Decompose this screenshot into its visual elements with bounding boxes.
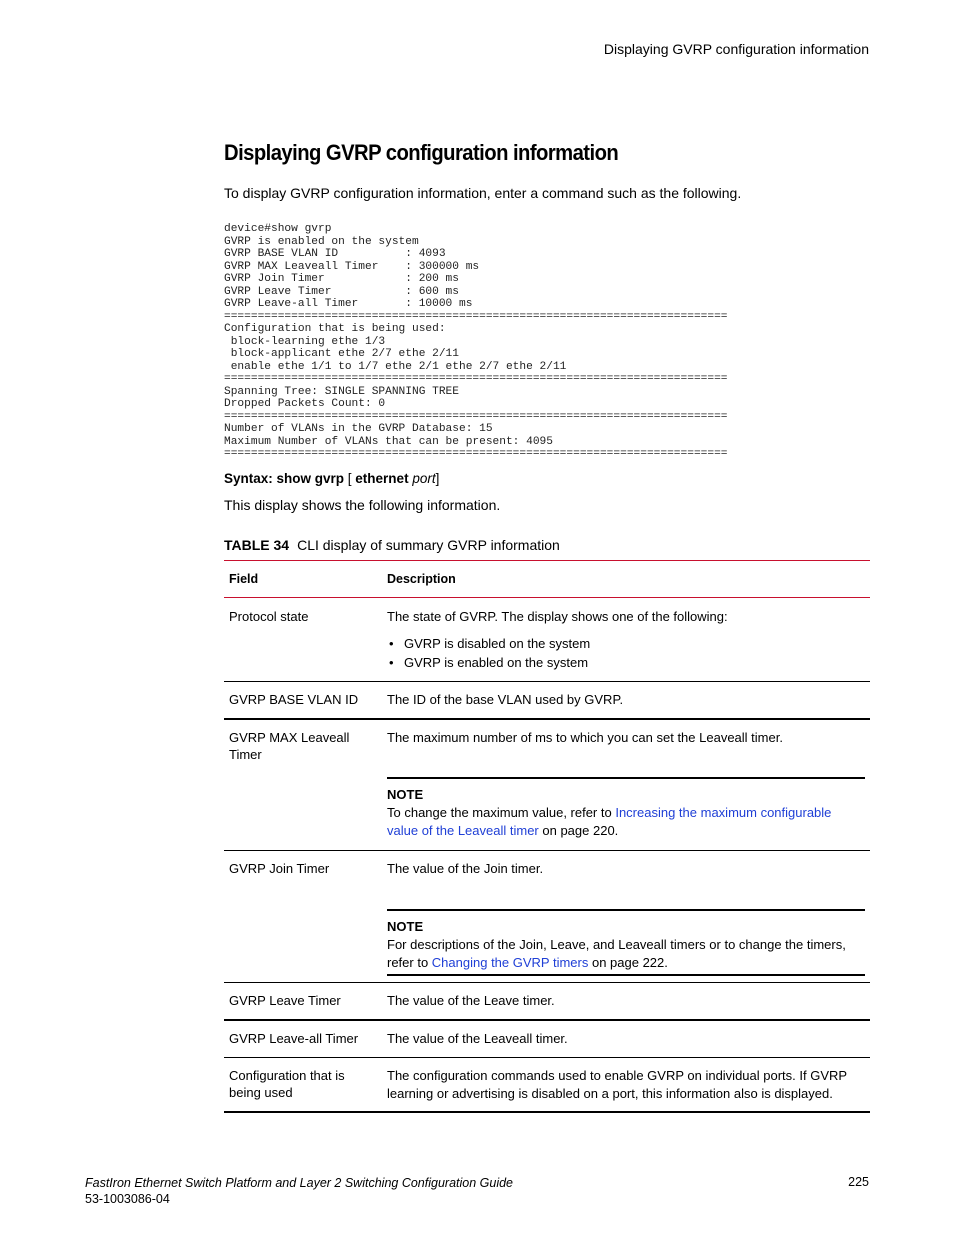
table-row (224, 983, 870, 1021)
description-cell: The value of the Join timer. (387, 861, 544, 876)
table-row (224, 598, 870, 682)
syntax-bracket-open: [ (344, 471, 356, 486)
description-text: The state of GVRP. The display shows one of the following: (387, 609, 728, 624)
table-row (224, 1021, 870, 1058)
description-cell (387, 608, 865, 672)
syntax-keyword: ethernet (355, 471, 409, 486)
syntax-line (224, 471, 439, 486)
note-text-pre: To change the maximum value, refer to (387, 805, 616, 820)
field-cell: Configuration that is being used (229, 1068, 345, 1100)
note-title: NOTE (387, 787, 424, 802)
table-row (224, 1058, 870, 1113)
footer-doc-number: 53-1003086-04 (85, 1192, 170, 1206)
field-cell: GVRP Leave Timer (229, 993, 341, 1008)
gvrp-info-table (224, 560, 870, 1113)
display-note: This display shows the following information. (224, 497, 501, 513)
note-text (387, 804, 865, 840)
syntax-bracket-close: ] (435, 471, 440, 486)
note-text-post: on page 222. (588, 955, 668, 970)
description-cell: The value of the Leave timer. (387, 993, 555, 1008)
footer-page-number: 225 (848, 1175, 869, 1189)
field-cell: Protocol state (229, 609, 309, 624)
description-cell: The configuration commands used to enable GVRP on individual ports. If GVRP learning or advertising is disabled on a port, this information also is displayed. (387, 1068, 847, 1101)
field-cell: GVRP Join Timer (229, 861, 330, 876)
note-link[interactable]: Changing the GVRP timers (431, 955, 589, 970)
bullet-item: • GVRP is disabled on the system (387, 635, 865, 653)
field-cell: GVRP MAX Leaveall Timer (229, 730, 350, 762)
note-text-pre: For descriptions of the Join, Leave, and Leaveall timers or to change the timers, refer to (387, 937, 846, 970)
syntax-param: port (412, 471, 436, 486)
table-row (224, 851, 870, 983)
running-header: Displaying GVRP configuration information (603, 41, 869, 57)
table-caption-text: CLI display of summary GVRP information (297, 537, 560, 553)
table-row (224, 682, 870, 720)
note-text-post: on page 220. (538, 823, 619, 838)
column-header-description: Description (387, 572, 456, 586)
column-header-field: Field (229, 572, 259, 586)
section-title: Displaying GVRP configuration information (224, 140, 619, 165)
bullet-item: • GVRP is enabled on the system (387, 654, 865, 672)
note-link[interactable]: Increasing the maximum configurable value of the Leaveall timer (387, 805, 832, 838)
table-row (224, 720, 870, 851)
note-box (387, 909, 865, 976)
note-text (387, 936, 865, 972)
syntax-command: Syntax: show gvrp (224, 471, 345, 486)
intro-paragraph: To display GVRP configuration information, enter a command such as the following. (224, 185, 742, 201)
table-header-row (224, 560, 870, 598)
cli-output-code-block: device#show gvrp GVRP is enabled on the system GVRP BASE VLAN ID : 4093 GVRP MAX Leaveall Timer : 300000 ms GVRP Join Timer : 200 ms GVRP Leave Timer : 600 ms GVRP Leave-all Timer : 10000 ms =========================================================================== Configuration that is being used: block-learning ethe 1/3 block-applicant ethe 2/7 ethe 2/11 enable ethe 1/1 to 1/7 ethe 2/1 ethe 2/7 ethe 2/11 =========================================================================== Spanning Tree: SINGLE SPANNING TREE Dropped Packets Count: 0 =========================================================================== Number of VLANs in the GVRP Database: 15 Maximum Number of VLANs that can be present: 4095 =========================================================================== (224, 223, 728, 460)
footer-doc-title: FastIron Ethernet Switch Platform and Layer 2 Switching Configuration Guide (85, 1176, 513, 1190)
note-box (387, 777, 865, 840)
field-cell: GVRP Leave-all Timer (229, 1031, 359, 1046)
description-cell: The value of the Leaveall timer. (387, 1031, 568, 1046)
description-cell: The maximum number of ms to which you can set the Leaveall timer. (387, 730, 783, 745)
description-cell: The ID of the base VLAN used by GVRP. (387, 692, 624, 707)
footer-doc-info (85, 1175, 513, 1207)
table-number: TABLE 34 (224, 537, 290, 553)
field-cell: GVRP BASE VLAN ID (229, 692, 359, 707)
table-caption (224, 537, 560, 553)
note-title: NOTE (387, 919, 424, 934)
